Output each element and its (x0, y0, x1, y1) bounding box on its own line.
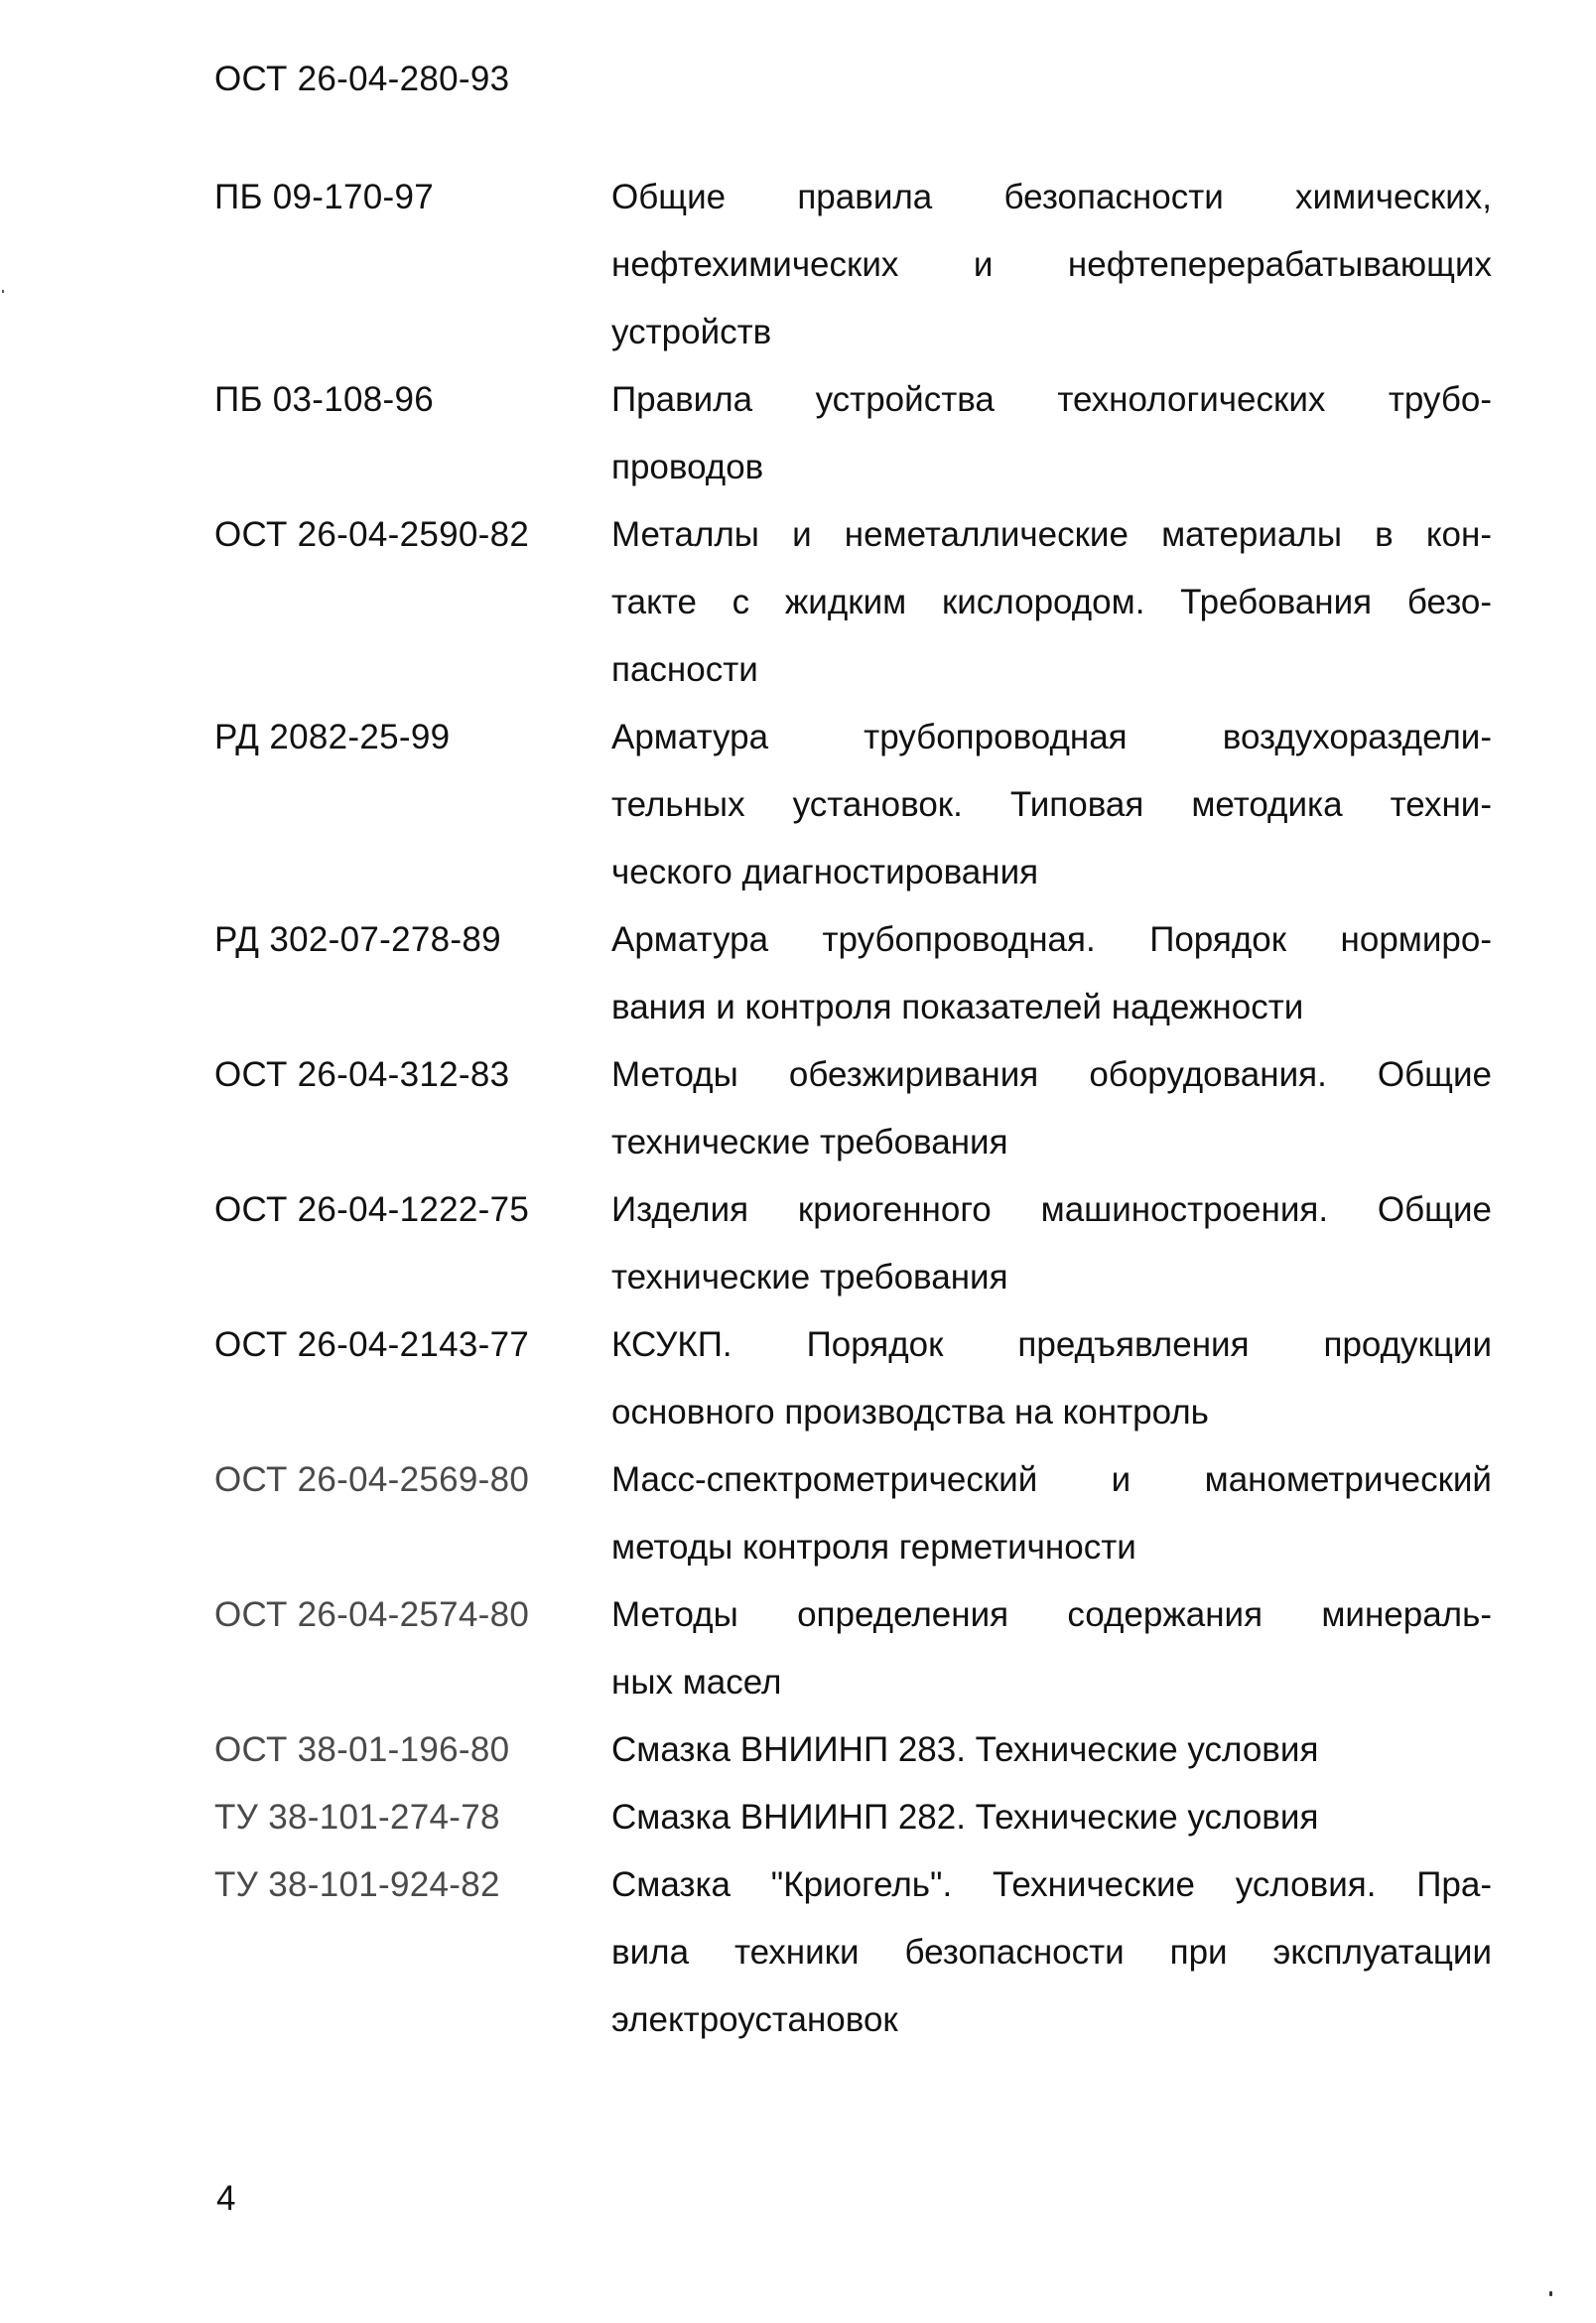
reference-title-line: Изделия криогенного машиностроения. Общие (611, 1190, 1492, 1229)
reference-code: ТУ 38-101-274-78 (214, 1798, 500, 1837)
reference-row (214, 501, 1505, 704)
reference-title-line: электроустановок (611, 2000, 898, 2039)
reference-title-line: КСУКП. Порядок предъявления продукции (611, 1325, 1492, 1364)
reference-list (214, 164, 1505, 2054)
reference-row (214, 366, 1505, 501)
reference-title (611, 1784, 1492, 1851)
reference-row (214, 704, 1505, 906)
reference-title-line: Методы определения содержания минераль- (611, 1595, 1492, 1634)
reference-title-line: вания и контроля показателей надежности (611, 988, 1304, 1026)
reference-title-line: проводов (611, 448, 764, 486)
reference-code: ОСТ 26-04-2569-80 (214, 1460, 530, 1499)
reference-row (214, 1041, 1505, 1176)
reference-title (611, 1446, 1492, 1581)
reference-title-line: нефтехимических и нефтеперерабатывающих (611, 245, 1492, 284)
reference-row (214, 906, 1505, 1041)
reference-title-line: Масс-спектрометрический и манометрический (611, 1460, 1492, 1499)
reference-code: ОСТ 26-04-2590-82 (214, 515, 530, 554)
reference-title-line: Металлы и неметаллические материалы в кон- (611, 515, 1492, 554)
reference-code: РД 302-07-278-89 (214, 920, 501, 959)
reference-title-line: Смазка ВНИИНП 283. Технические условия (611, 1730, 1319, 1769)
reference-code: ОСТ 26-04-2574-80 (214, 1595, 530, 1634)
reference-title (611, 704, 1492, 906)
reference-title-line: Смазка ВНИИНП 282. Технические условия (611, 1798, 1319, 1837)
reference-title (611, 164, 1492, 366)
reference-title-line: Арматура трубопроводная воздухораздели- (611, 718, 1492, 756)
page-number: 4 (216, 2179, 236, 2218)
reference-code: ОСТ 26-04-1222-75 (214, 1190, 530, 1229)
reference-code: ОСТ 38-01-196-80 (214, 1730, 510, 1769)
reference-title-line: такте с жидким кислородом. Требования безо- (611, 583, 1492, 621)
reference-row (214, 1311, 1505, 1446)
reference-title-line: вила техники безопасности при эксплуатации (611, 1933, 1492, 1972)
reference-title (611, 1311, 1492, 1446)
scan-speck (1549, 2291, 1552, 2296)
document-header-code: ОСТ 26-04-280-93 (214, 60, 510, 98)
reference-code: ПБ 03-108-96 (214, 380, 435, 419)
reference-title-line: тельных установок. Типовая методика техни- (611, 785, 1492, 824)
reference-title-line: Правила устройства технологических трубо- (611, 380, 1492, 419)
reference-title-line: Арматура трубопроводная. Порядок нормиро- (611, 920, 1492, 959)
reference-code: ПБ 09-170-97 (214, 178, 435, 216)
reference-title-line: технические требования (611, 1258, 1008, 1297)
reference-title-line: устройств (611, 313, 772, 351)
reference-title (611, 1716, 1492, 1784)
reference-row (214, 1581, 1505, 1716)
reference-row (214, 1716, 1505, 1784)
reference-code: ОСТ 26-04-2143-77 (214, 1325, 530, 1364)
reference-title (611, 1851, 1492, 2054)
reference-title-line: методы контроля герметичности (611, 1528, 1136, 1567)
reference-title (611, 1176, 1492, 1311)
scan-speck (2, 290, 4, 293)
reference-title (611, 1581, 1492, 1716)
reference-title (611, 906, 1492, 1041)
reference-code: ТУ 38-101-924-82 (214, 1865, 500, 1904)
reference-row (214, 1446, 1505, 1581)
reference-title (611, 501, 1492, 704)
reference-row (214, 1851, 1505, 2054)
reference-title-line: Методы обезжиривания оборудования. Общие (611, 1055, 1492, 1094)
reference-code: РД 2082-25-99 (214, 718, 451, 756)
reference-title-line: технические требования (611, 1123, 1008, 1162)
reference-title-line: ных масел (611, 1663, 782, 1702)
reference-title (611, 366, 1492, 501)
reference-title (611, 1041, 1492, 1176)
reference-row (214, 1784, 1505, 1851)
reference-title-line: ческого диагностирования (611, 853, 1039, 891)
reference-title-line: пасности (611, 650, 758, 689)
reference-title-line: Смазка "Криогель". Технические условия. Пра- (611, 1865, 1492, 1904)
reference-row (214, 1176, 1505, 1311)
reference-title-line: Общие правила безопасности химических, (611, 178, 1492, 216)
reference-row (214, 164, 1505, 366)
reference-code: ОСТ 26-04-312-83 (214, 1055, 510, 1094)
reference-title-line: основного производства на контроль (611, 1393, 1209, 1432)
